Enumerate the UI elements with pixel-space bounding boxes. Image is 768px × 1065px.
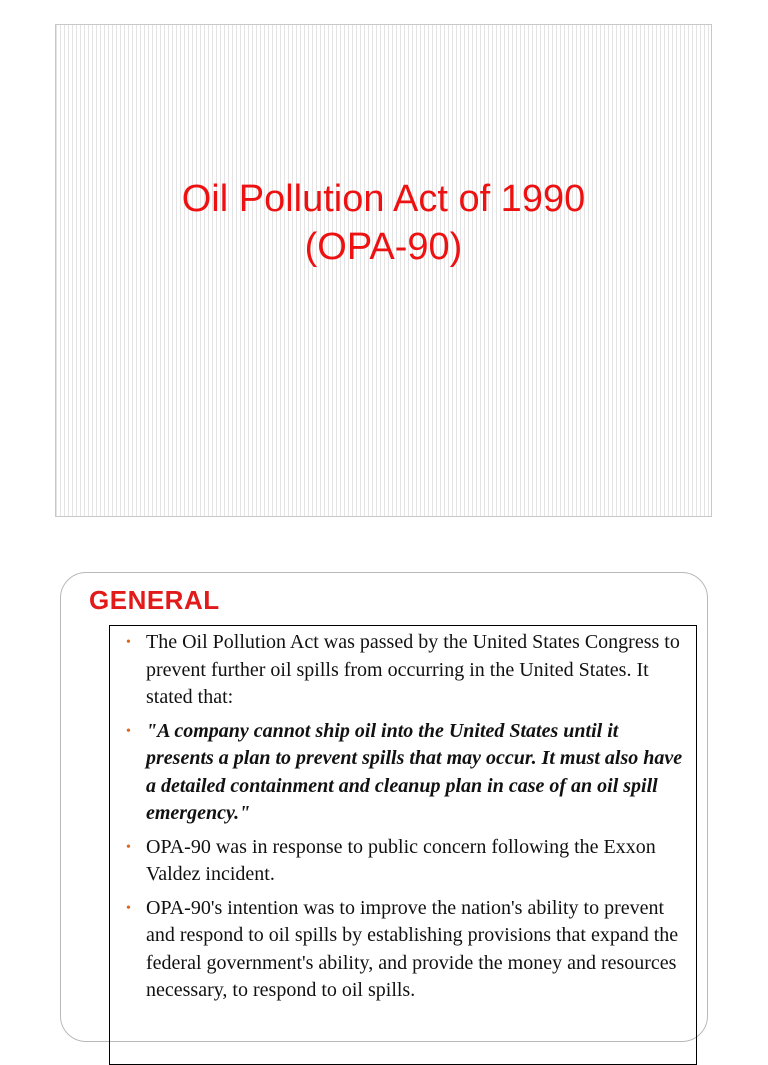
slide-title-line-1: Oil Pollution Act of 1990	[181, 178, 586, 220]
bullet-item	[126, 834, 690, 889]
bullet-dot-icon: •	[126, 839, 131, 855]
bullet-dot-icon: •	[126, 635, 131, 650]
section-heading: GENERAL	[89, 585, 220, 615]
bullet-list-box	[109, 625, 697, 1065]
bullet-text: OPA-90 was in response to public concern following the Exxon Valdez incident.	[146, 835, 656, 885]
bullet-list	[126, 629, 690, 1011]
bullet-text: "A company cannot ship oil into the United States until it presents a plan to prevent spills that may occur. It must also have a detailed containment and cleanup plan in case of an oil spill emergency."	[146, 719, 683, 824]
bullet-item	[126, 895, 690, 1005]
bullet-dot-icon: •	[126, 723, 131, 739]
title-slide	[55, 24, 712, 517]
general-slide	[60, 572, 708, 1042]
bullet-text: OPA-90's intention was to improve the nation's ability to prevent and respond to oil spills by establishing provisions that expand the federal government's ability, and provide the money and resources necessary, to respond to oil spills.	[146, 896, 679, 1001]
bullet-text: The Oil Pollution Act was passed by the United States Congress to prevent further oil spills from occurring in the United States. It stated that:	[146, 631, 680, 708]
slide-title	[56, 175, 711, 271]
bullet-dot-icon: •	[126, 900, 131, 916]
bullet-item-quote	[126, 718, 690, 828]
bullet-item	[126, 629, 690, 712]
slide-title-line-2: (OPA-90)	[304, 226, 463, 268]
